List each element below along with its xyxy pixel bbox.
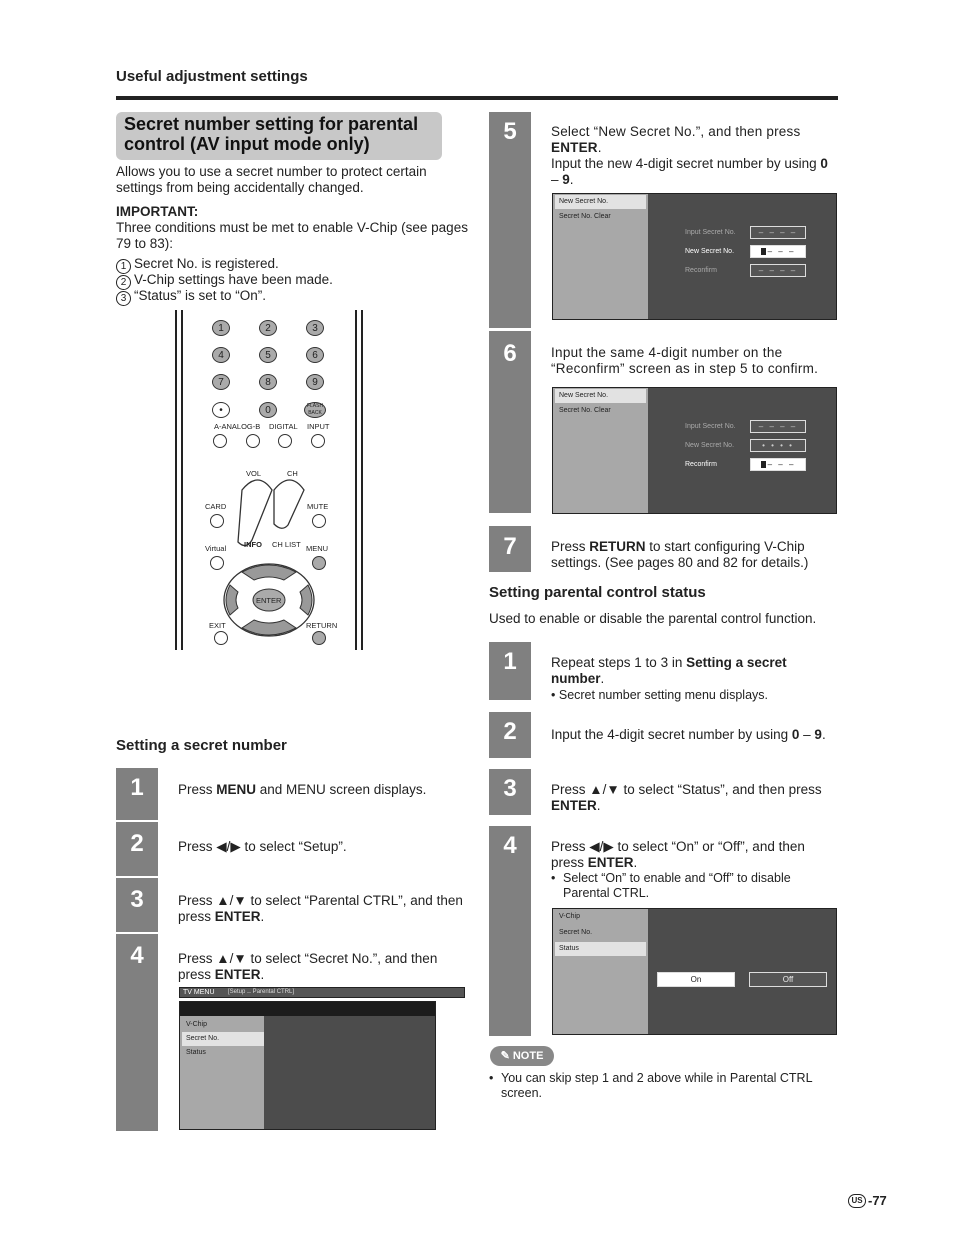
remote-label-ch: CH xyxy=(287,469,298,478)
status-on-option: On xyxy=(657,972,735,987)
field-input-secret: – – – – xyxy=(750,420,806,433)
remote-digital-button xyxy=(278,434,292,448)
screen-menu-list xyxy=(553,388,648,513)
tv-menu-item: V-Chip xyxy=(186,1021,208,1028)
step-number: 5 xyxy=(503,118,517,145)
step-number: 6 xyxy=(503,340,517,367)
screen-menu-item-selected: New Secret No. xyxy=(555,195,646,209)
remote-label-chlist: CH LIST xyxy=(272,540,301,549)
status-off-option: Off xyxy=(749,972,827,987)
status-intro: Used to enable or disable the parental control function. xyxy=(489,611,817,626)
tv-menu-list xyxy=(180,1016,264,1129)
remote-exit-button xyxy=(214,631,228,645)
remote-label-card: CARD xyxy=(205,502,227,511)
field-reconfirm: – – – – xyxy=(750,264,806,277)
remote-digit-0: 0 xyxy=(259,402,277,418)
section-title: Secret number setting for parental control (AV input mode only) xyxy=(124,114,419,154)
label-reconfirm: Reconfirm xyxy=(685,461,717,468)
secret-step-4-text: Press ▲/▼ to select “Secret No.”, and then press ENTER. xyxy=(178,951,438,982)
remote-digit-7: 7 xyxy=(212,374,230,390)
screen-menu-list xyxy=(553,194,648,319)
condition-number: 3 xyxy=(116,291,131,306)
status-step-4-text: Press ◀/▶ to select “On” or “Off”, and then press ENTER. xyxy=(551,839,805,870)
step-divider xyxy=(116,820,158,822)
remote-flash-back: FLASH BACK xyxy=(304,402,326,418)
field-reconfirm-active: – – – xyxy=(750,458,806,471)
header-rule xyxy=(116,96,838,100)
remote-dot-button: • xyxy=(212,402,230,418)
screen-menu-item-selected: New Secret No. xyxy=(555,389,646,403)
secret-step-1-text: Press MENU and MENU screen displays. xyxy=(178,782,427,797)
screen-menu-item-selected: Status xyxy=(555,942,646,956)
remote-label-digital: DIGITAL xyxy=(269,422,298,431)
tv-menu-titlebar xyxy=(179,987,465,998)
tv-menu-header-band xyxy=(180,1002,435,1016)
status-step-3-text: Press ▲/▼ to select “Status”, and then press ENTER. xyxy=(551,782,822,813)
status-step-2-text: Input the 4-digit secret number by using 0 – 9. xyxy=(551,727,826,742)
text-cursor xyxy=(761,248,766,255)
remote-label-info: INFO xyxy=(244,540,262,549)
step-number: 1 xyxy=(130,774,144,801)
condition-number: 1 xyxy=(116,259,131,274)
remote-label-analog: A-ANALOG-B xyxy=(214,422,261,431)
remote-analog-b-button xyxy=(246,434,260,448)
important-label: IMPORTANT: xyxy=(116,204,199,219)
step-number: 2 xyxy=(503,718,517,745)
important-text: Three conditions must be met to enable V-Chip (see pages 79 to 83): xyxy=(116,220,468,251)
remote-digit-2: 2 xyxy=(259,320,277,336)
step-number: 3 xyxy=(130,886,144,913)
remote-label-return: RETURN xyxy=(306,621,338,630)
label-new-secret: New Secret No. xyxy=(685,248,735,255)
step-number: 4 xyxy=(130,942,144,969)
step-6-text: Input the same 4-digit number on the “Reconfirm” screen as in step 5 to confirm. xyxy=(551,345,819,376)
remote-digit-1: 1 xyxy=(212,320,230,336)
screen-menu-item: V-Chip xyxy=(559,913,581,920)
step-number: 2 xyxy=(130,830,144,857)
note-badge: ✎ NOTE xyxy=(490,1046,554,1066)
region-badge: US xyxy=(848,1194,866,1208)
remote-label-virtual: Virtual xyxy=(205,544,227,553)
step-7-text: Press RETURN to start configuring V-Chip settings. (See pages 80 and 82 for details.) xyxy=(551,539,809,570)
screen-menu-item: Secret No. Clear xyxy=(559,213,611,220)
intro-text: Allows you to use a secret number to protect certain settings from being accidentally changed. xyxy=(116,164,427,195)
screen-menu-item: Secret No. Clear xyxy=(559,407,611,414)
secret-step-2-text: Press ◀/▶ to select “Setup”. xyxy=(178,839,347,854)
remote-digit-5: 5 xyxy=(259,347,277,363)
step-number: 1 xyxy=(503,648,517,675)
remote-digit-8: 8 xyxy=(259,374,277,390)
note-text: • You can skip step 1 and 2 above while in Parental CTRL screen. xyxy=(489,1071,813,1100)
remote-digit-4: 4 xyxy=(212,347,230,363)
tv-menu-path: [Setup ‥ Parental CTRL] xyxy=(228,989,295,995)
pencil-icon: ✎ xyxy=(500,1050,510,1062)
condition-text: “Status” is set to “On”. xyxy=(134,288,267,303)
remote-label-exit: EXIT xyxy=(209,621,226,630)
step-5-text: Select “New Secret No.”, and then press ENTER. Input the new 4-digit secret number by using 0 – 9. xyxy=(551,124,828,187)
secret-no-screen-step6 xyxy=(552,387,837,514)
remote-label-mute: MUTE xyxy=(307,502,329,511)
remote-analog-a-button xyxy=(213,434,227,448)
label-input-secret: Input Secret No. xyxy=(685,229,736,236)
condition-text: V-Chip settings have been made. xyxy=(134,272,333,287)
remote-virtual-button xyxy=(210,556,224,570)
remote-digit-6: 6 xyxy=(306,347,324,363)
tv-menu-title: TV MENU xyxy=(183,989,215,996)
remote-card-button xyxy=(210,514,224,528)
field-input-secret: – – – – xyxy=(750,226,806,239)
condition-number: 2 xyxy=(116,275,131,290)
step-number: 7 xyxy=(503,533,517,560)
status-step-1-bullet: • Secret number setting menu displays. xyxy=(551,688,768,702)
secret-no-screen-step5 xyxy=(552,193,837,320)
label-input-secret: Input Secret No. xyxy=(685,423,736,430)
steps-5-7-bar xyxy=(489,112,531,513)
status-screen xyxy=(552,908,837,1035)
page-number: -77 xyxy=(868,1193,887,1208)
remote-label-vol: VOL xyxy=(246,469,262,478)
remote-control-illustration xyxy=(172,310,366,650)
field-new-secret: • • • • xyxy=(750,439,806,452)
remote-label-enter: ENTER xyxy=(256,596,282,605)
condition-3 xyxy=(116,288,266,306)
remote-digit-9: 9 xyxy=(306,374,324,390)
label-new-secret: New Secret No. xyxy=(685,442,735,449)
remote-digit-3: 3 xyxy=(306,320,324,336)
text-cursor xyxy=(761,461,766,468)
remote-input-button xyxy=(311,434,325,448)
remote-label-input: INPUT xyxy=(307,422,330,431)
step-number: 4 xyxy=(503,832,517,859)
secret-heading: Setting a secret number xyxy=(116,737,287,754)
step-divider xyxy=(489,328,531,331)
step-divider xyxy=(116,932,158,934)
status-step-4-bullet: • Select “On” to enable and “Off” to disable Parental CTRL. xyxy=(551,871,791,900)
field-new-secret-active: – – – xyxy=(750,245,806,258)
tv-menu-item: Status xyxy=(186,1049,206,1056)
remote-mute-button xyxy=(312,514,326,528)
step-divider xyxy=(116,876,158,878)
tv-menu-screen xyxy=(179,1001,436,1130)
screen-menu-list xyxy=(553,909,648,1034)
step-number: 3 xyxy=(503,775,517,802)
status-step-1-text: Repeat steps 1 to 3 in Setting a secret number. xyxy=(551,655,787,686)
screen-menu-item: Secret No. xyxy=(559,929,593,936)
remote-menu-button xyxy=(312,556,326,570)
remote-return-button xyxy=(312,631,326,645)
remote-label-menu: MENU xyxy=(306,544,329,553)
section-header: Useful adjustment settings xyxy=(116,68,308,85)
secret-step-3-text: Press ▲/▼ to select “Parental CTRL”, and then press ENTER. xyxy=(178,893,463,924)
status-heading: Setting parental control status xyxy=(489,584,706,601)
condition-text: Secret No. is registered. xyxy=(134,256,279,271)
tv-menu-item-selected: Secret No. xyxy=(182,1032,264,1046)
label-reconfirm: Reconfirm xyxy=(685,267,717,274)
